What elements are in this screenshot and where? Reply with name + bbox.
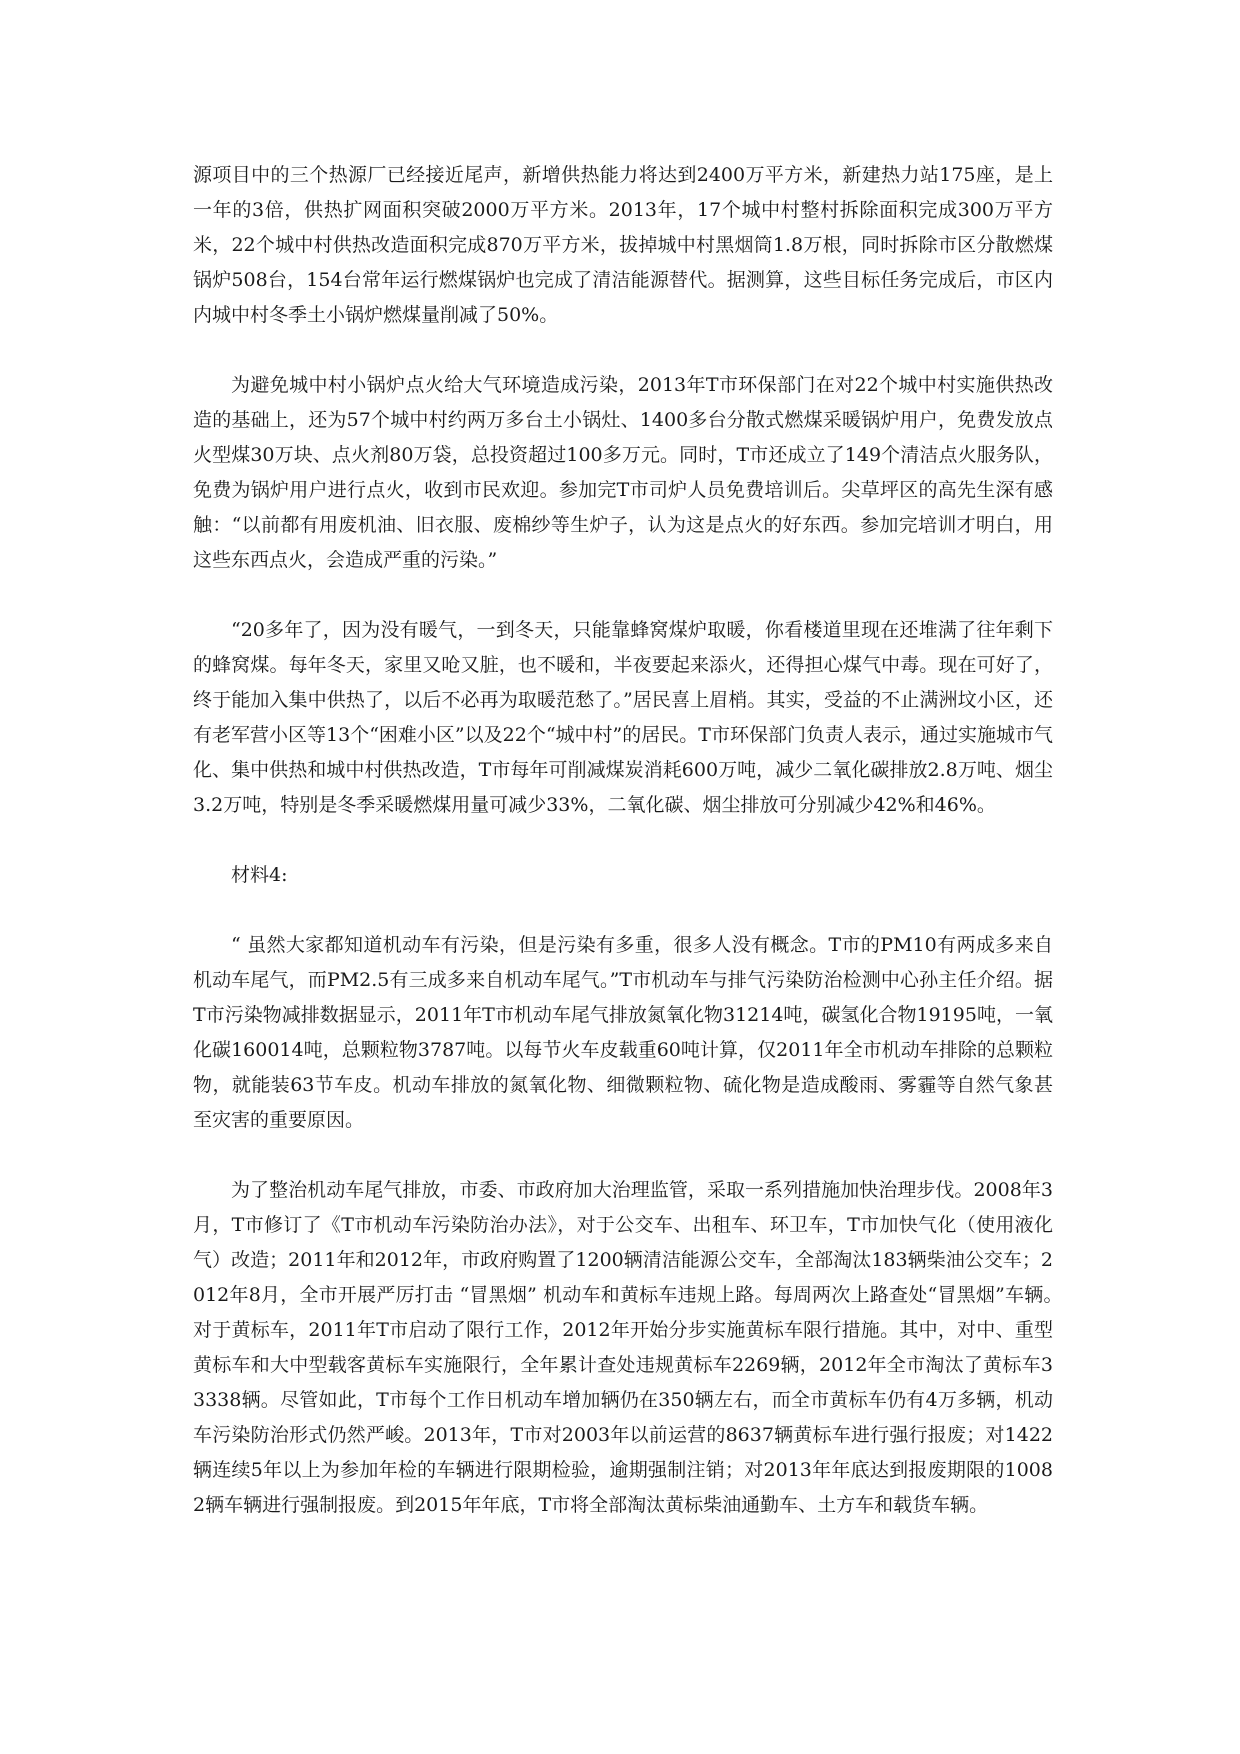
document-body [193, 158, 1079, 1558]
paragraph-vehicle-measures: 为了整治机动车尾气排放，市委、市政府加大治理监管，采取一系列措施加快治理步伐。2008年3月，T市修订了《T市机动车污染防治办法》，对于公交车、出租车、环卫车，T市加快气化（使用液化气）改造；2011年和2012年，市政府购置了1200辆清洁能源公交车，全部淘汰183辆柴油公交车；2012年8月，全市开展严厉打击 “冒黑烟” 机动车和黄标车违规上路。每周两次上路查处“冒黑烟”车辆。 对于黄标车，2011年T市启动了限行工作，2012年开始分步实施黄标车限行措施。其中，对中、重型黄标车和大中型载客黄标车实施限行，全年累计查处违规黄标车2269辆，2012年全市淘汰了黄标车33338辆。尽管如此，T市每个工作日机动车增加辆仍在350辆左右，而全市黄标车仍有4万多辆，机动车污染防治形式仍然严峻。2013年，T市对2003年以前运营的8637辆黄标车进行强行报废；对1422辆连续5年以上为参加年检的车辆进行限期检验，逾期强制注销；对2013年年底达到报废期限的10082辆车辆进行强制报废。到2015年年底，T市将全部淘汰黄标柴油通勤车、土方车和载货车辆。 [193, 1179, 1079, 1516]
paragraph-resident-quote: “20多年了，因为没有暖气，一到冬天，只能靠蜂窝煤炉取暖，你看楼道里现在还堆满了往年剩下的蜂窝煤。每年冬天，家里又呛又脏，也不暖和，半夜要起来添火，还得担心煤气中毒。现在可好了，终于能加入集中供热了，以后不必再为取暖范愁了。”居民喜上眉梢。其实，受益的不止满洲坟小区，还有老军营小区等13个“困难小区”以及22个“城中村”的居民。T市环保部门负责人表示，通过实施城市气化、集中供热和城中村供热改造，T市每年可削减煤炭消耗600万吨，减少二氧化碳排放2.8万吨、烟尘3.2万吨，特别是冬季采暖燃煤用量可减少33%，二氧化碳、烟尘排放可分别减少42%和46%。 [193, 619, 1053, 816]
paragraph-vehicle-pollution: “ 虽然大家都知道机动车有污染，但是污染有多重，很多人没有概念。T市的PM10有两成多来自机动车尾气，而PM2.5有三成多来自机动车尾气。”T市机动车与排气污染防治检测中心孙主任介绍。据T市污染物减排数据显示，2011年T市机动车尾气排放氮氧化物31214吨，碳氢化合物19195吨，一氧化碳160014吨，总颗粒物3787吨。以每节火车皮载重60吨计算，仅2011年全市机动车排除的总颗粒物，就能装63节车皮。机动车排放的氮氧化物、细微颗粒物、硫化物是造成酸雨、雾霾等自然气象甚至灾害的重要原因。 [193, 934, 1053, 1131]
paragraph-clean-ignition: 为避免城中村小锅炉点火给大气环境造成污染，2013年T市环保部门在对22个城中村实施供热改造的基础上，还为57个城中村约两万多台土小锅灶、1400多台分散式燃煤采暖锅炉用户，免费发放点火型煤30万块、点火剂80万袋，总投资超过100多万元。同时，T市还成立了149个清洁点火服务队，免费为锅炉用户进行点火，收到市民欢迎。参加完T市司炉人员免费培训后。尖草坪区的高先生深有感触：“以前都有用废机油、旧衣服、废棉纱等生炉子，认为这是点火的好东西。参加完培训才明白，用这些东西点火，会造成严重的污染。” [193, 374, 1053, 571]
paragraph-heating-progress: 源项目中的三个热源厂已经接近尾声，新增供热能力将达到2400万平方米，新建热力站175座，是上一年的3倍，供热扩网面积突破2000万平方米。2013年，17个城中村整村拆除面积完成300万平方米，22个城中村供热改造面积完成870万平方米，拔掉城中村黑烟筒1.8万根，同时拆除市区分散燃煤锅炉508台，154台常年运行燃煤锅炉也完成了清洁能源替代。据测算，这些目标任务完成后，市区内内城中村冬季土小锅炉燃煤量削减了50%。 [193, 164, 1053, 326]
section-heading-material-4: 材料4: [231, 864, 288, 886]
